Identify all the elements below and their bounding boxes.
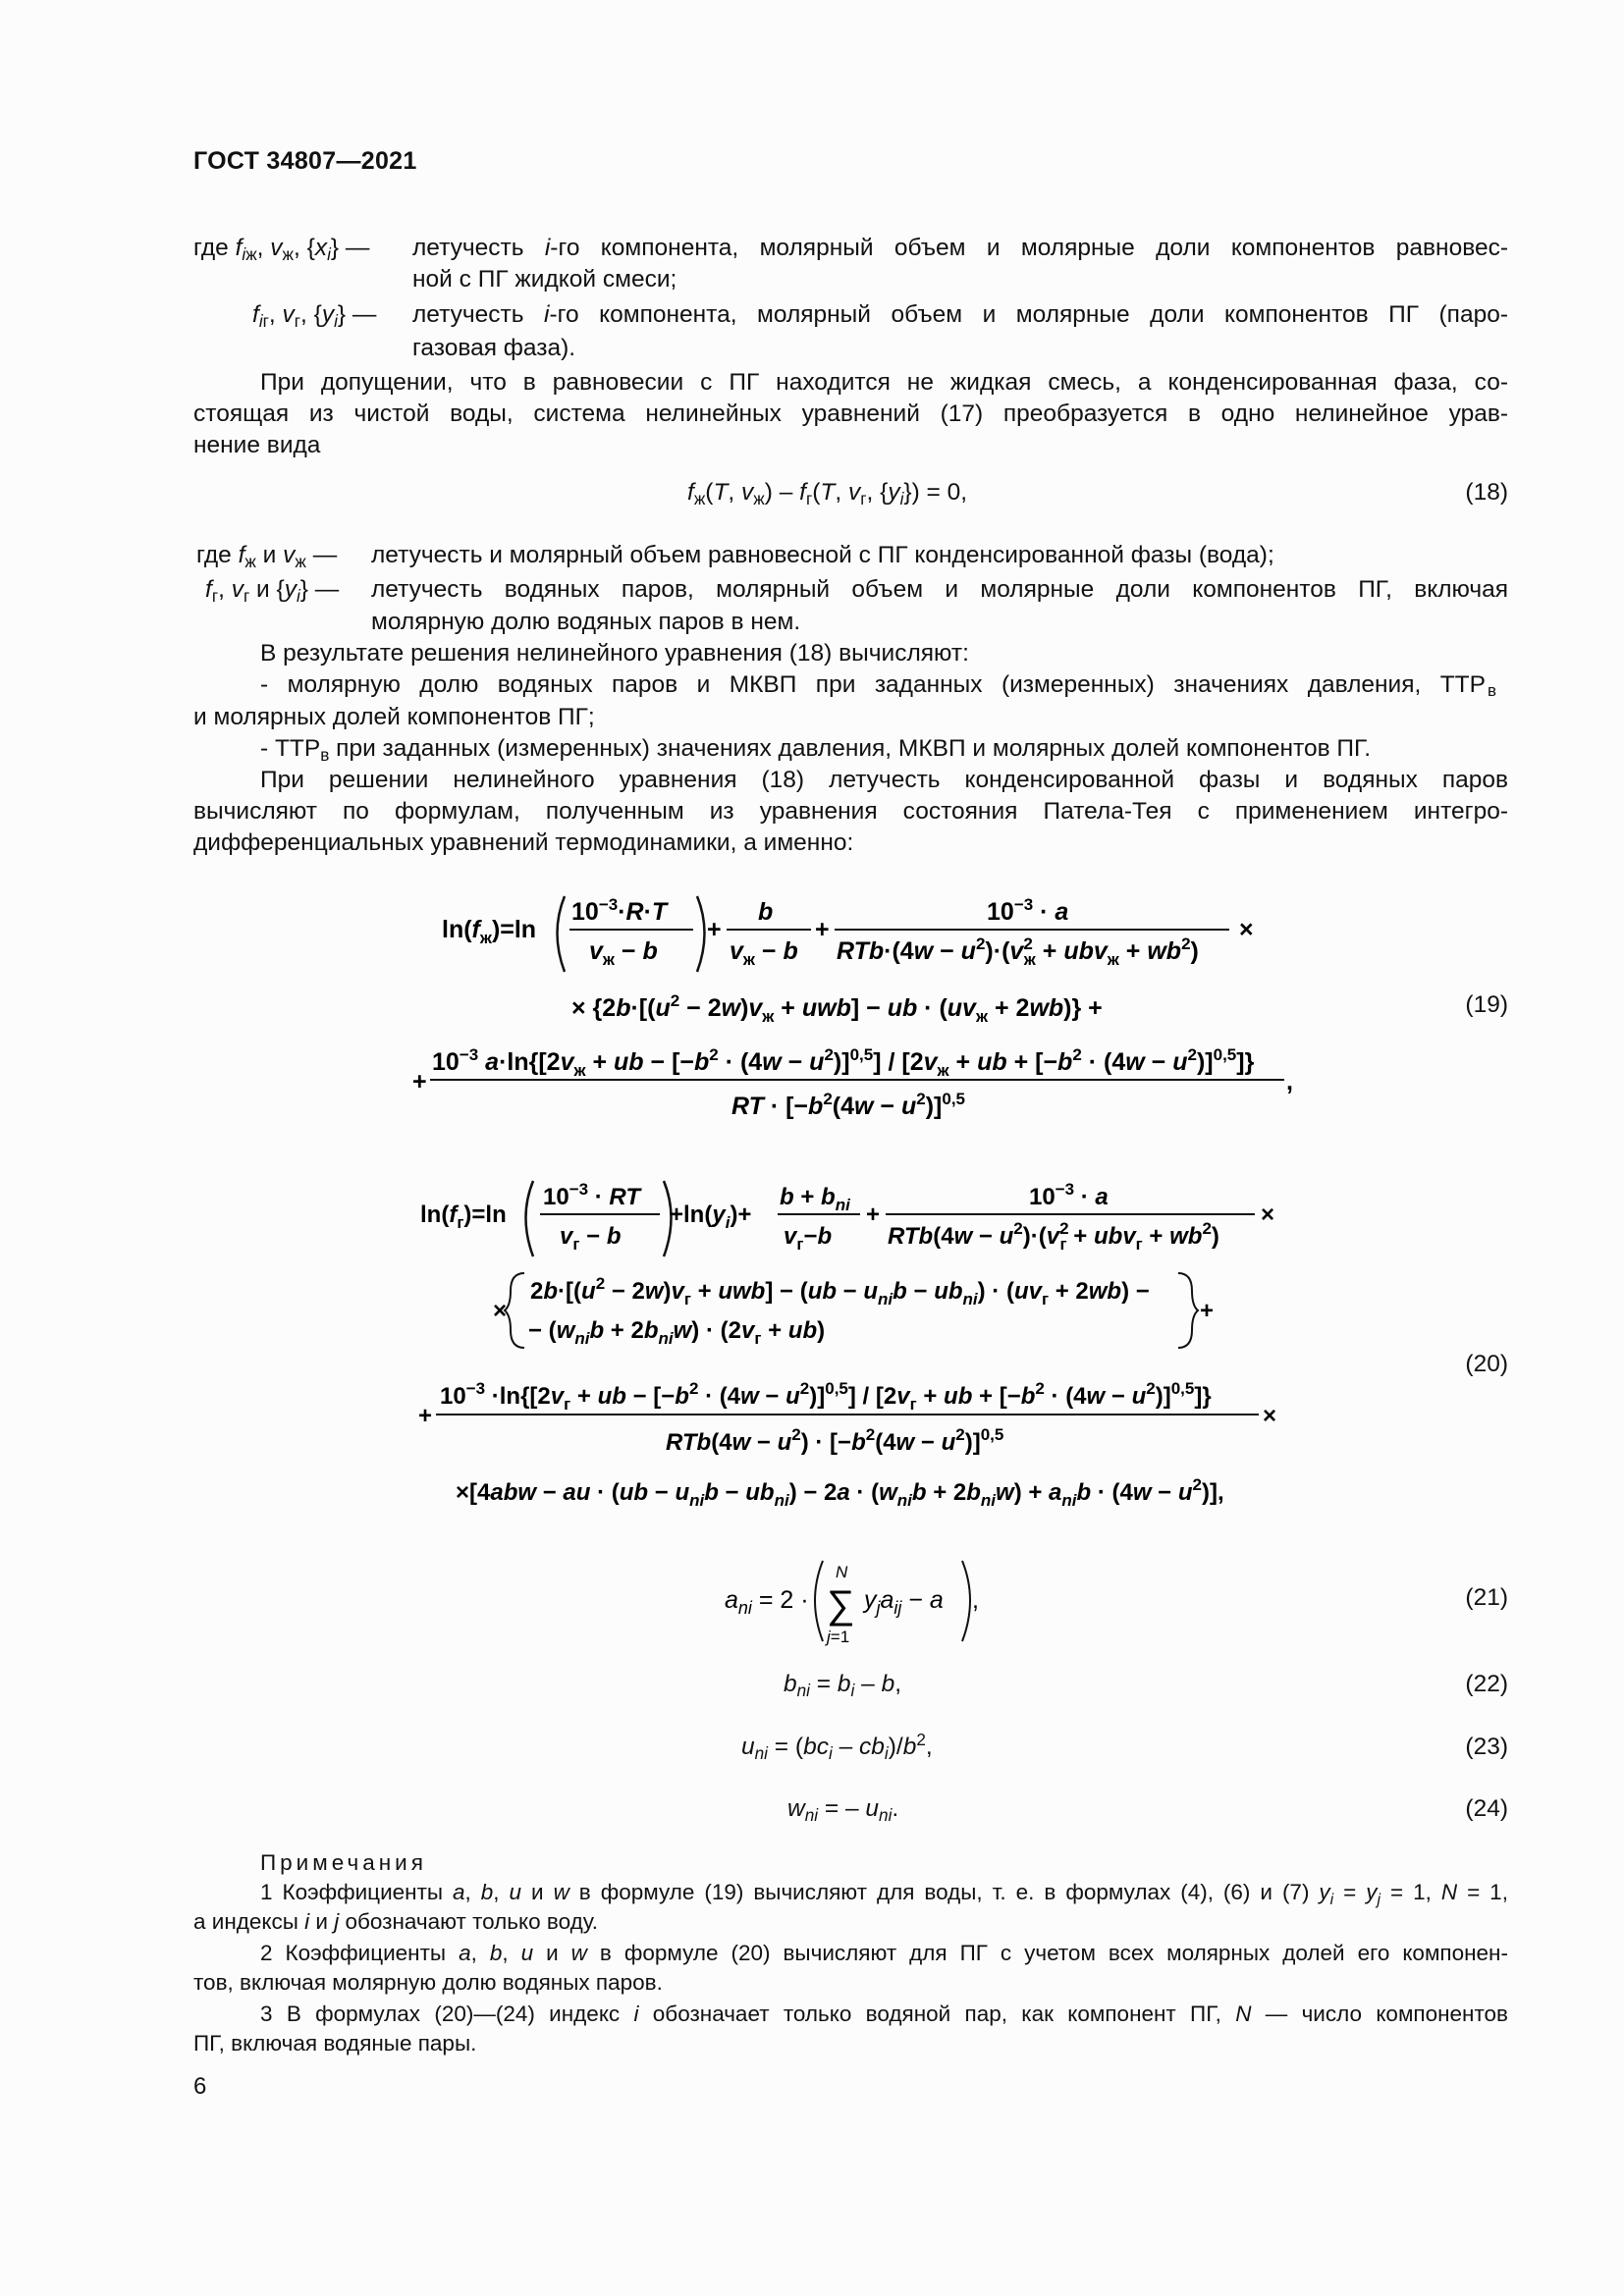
svg-text:2b·[(u2 − 2w)vг + uwb] − (ub −: $2b\cdot[(u^2 - 2w)v_г + uwb] - (ub - u_{ni}b - ub_{ni}) \cdot (uv_г + 2wb)$ − bbox=[530, 1274, 1150, 1308]
svg-text:b + bni: $b + b_{ni}$ bbox=[780, 1184, 850, 1214]
note-1-line1: 1 Коэффициенты a, b, u и w в формуле (19) вычисляют для воды, т. е. в формулах (4), (6) и (7) $y_i = y_j = 1$, N = 1, bbox=[260, 1880, 1508, 1908]
def-4-cont: молярную долю водяных паров в нем. bbox=[371, 609, 801, 635]
def-4-desc: летучесть водяных паров, молярный объем и молярные доли компонентов ПГ, включая bbox=[371, 576, 1508, 603]
svg-text:10−3·R·T: $10^{-3}\cdot R\cdot T$ bbox=[571, 895, 668, 926]
svg-text:ln(fг)=ln: $\ln(f_г)=\ln$ bbox=[420, 1201, 507, 1232]
svg-text:10−3 · RT: $10^{-3}$ · RT bbox=[543, 1180, 640, 1210]
def-2-cont: газовая фаза). bbox=[412, 335, 576, 361]
para1-line1: При допущении, что в равновесии с ПГ находится не жидкая смесь, а конденсированная фаза, со- bbox=[260, 369, 1508, 396]
equation-19-number: (19) bbox=[1465, 991, 1508, 1018]
equation-18-number: (18) bbox=[1465, 479, 1508, 506]
equation-20-number: (20) bbox=[1465, 1351, 1508, 1377]
svg-text:+ln(yi)+: $+\ln(y_i)+$ bbox=[670, 1201, 752, 1232]
svg-text:ln(fж)=ln: $\ln(f_ж)=\ln$ bbox=[442, 916, 537, 947]
svg-text:10−3 a·ln{[2vж + ub − [−b2 · (: $10^{-3}$ $a\cdot\ln\{[2v_ж$ + ub − $[-b^2 \cdot (4w - u^2)]^{0,5}] / [2v_ж$ + ub + $[-b^2 \cdot (4w - u^2)]^{0,5}$]} bbox=[432, 1045, 1255, 1080]
svg-text:+: + bbox=[866, 1201, 881, 1228]
def-3-term: где $f_ж$ и $v_ж$ — bbox=[196, 542, 338, 571]
svg-text:ani = 2 ·: $a_{ni} = 2$ · bbox=[725, 1586, 809, 1618]
note-2-line2: тов, включая молярную долю водяных паров. bbox=[193, 1970, 663, 1995]
svg-text:× {2b·[(u2 − 2w)vж + uwb] − ub: × {$2b\cdot[(u^2 - 2w)v_ж + uwb]$ − ub · $(uv_ж + 2wb)$} + bbox=[571, 991, 1103, 1026]
svg-text:,: , bbox=[1286, 1068, 1293, 1095]
svg-text:vг − b: $v_г - b$ bbox=[560, 1223, 622, 1254]
svg-text:RTb(4w − u2)·(v2г + ubvг + wb2: $RTb(4w - u^2)\cdot(v^2$ $г + ubv_г + wb^2$) bbox=[888, 1219, 1219, 1254]
svg-text:,: , bbox=[972, 1586, 979, 1614]
equation-18: $f_ж(T$, $v_ж) - f_г(T$, $v_г$, $\{y_i\}) = 0$, bbox=[687, 479, 968, 508]
note-3-line1: 3 В формулах (20)—(24) индекс i обозначает только водяной пар, как компонент ПГ, N — число компонентов bbox=[260, 2002, 1508, 2026]
svg-text:+: + bbox=[412, 1068, 427, 1095]
equation-22-number: (22) bbox=[1465, 1671, 1508, 1697]
svg-text:10−3 · a: $10^{-3} \cdot a$ bbox=[1029, 1180, 1109, 1210]
def-2-term: $f_{iг}$, $v_г$, $\{y_i\}$ — bbox=[252, 301, 377, 331]
equation-21-number: (21) bbox=[1465, 1584, 1508, 1611]
equation-23: $u_{ni} = (bc_i - cb_i)/b^2$, bbox=[741, 1730, 933, 1763]
def-1-term: где $f_{iж}$, $v_ж$, $\{x_i\}$ — bbox=[193, 235, 370, 264]
def-1-desc: летучесть i-го компонента, молярный объем и молярные доли компонентов равновес- bbox=[412, 235, 1508, 261]
svg-text:yjaij − a: $y_ja_{ij} - a$ bbox=[864, 1586, 944, 1618]
para2-line2a: - молярную долю водяных паров и МКВП при заданных (измеренных) значениях давления, ТТР bbox=[260, 671, 1486, 698]
equation-20 bbox=[403, 1163, 1316, 1536]
para3-line3: дифференциальных уравнений термодинамики, а именно: bbox=[193, 829, 854, 856]
svg-text:×: × bbox=[1261, 1201, 1275, 1228]
svg-text:10−3 ·ln{[2vг + ub − [−b2 · (4: $10^{-3} \cdot\ln\{[2v_г$ + ub − $[-b^2 \cdot (4w - u^2)]^{0,5}] / [2v_г$ + ub + $[-b^2 \cdot (4w - u^2)]^{0,5}$]} bbox=[440, 1379, 1212, 1414]
page-number: 6 bbox=[193, 2073, 207, 2100]
para2-line3: - $ТТР_в$ при заданных (измеренных) значениях давления, МКВП и молярных долей компонентов ПГ. bbox=[260, 735, 1372, 765]
svg-text:+: + bbox=[1200, 1298, 1215, 1324]
para1-line3: нение вида bbox=[193, 432, 321, 458]
def-4-term: $f_г$, $v_г$ и $\{y_i\}$ — bbox=[205, 576, 340, 606]
equation-24-number: (24) bbox=[1465, 1795, 1508, 1822]
svg-text:×: × bbox=[1263, 1403, 1277, 1429]
svg-text:+: + bbox=[707, 916, 722, 943]
svg-text:RTb·(4w − u2)·(v2ж + ubvж + wb: $RTb\cdot(4w - u^2)\cdot(v^2$ $ж + ubv_ж + wb^2$) bbox=[837, 934, 1199, 969]
para2-line2b: и молярных долей компонентов ПГ; bbox=[193, 704, 595, 730]
svg-text:vг−b: $v_г-b$ bbox=[784, 1223, 833, 1254]
svg-text:×[4abw − au · (ub − unib − ubn: ×[4abw − au · $(ub - u_{ni}b - ub_{ni}) - 2a \cdot (w_{ni}b + 2b_{ni}w) + a_{ni}b \cdot (4w - u^2)$], bbox=[456, 1475, 1224, 1510]
svg-text:×: × bbox=[1239, 916, 1254, 943]
svg-text:10−3 · a: $10^{-3} \cdot a$ bbox=[987, 895, 1069, 926]
note-2-line1: 2 Коэффициенты a, b, u и w в формуле (20) вычисляют для ПГ с учетом всех молярных долей его компонен- bbox=[260, 1941, 1508, 1965]
document-header: ГОСТ 34807—2021 bbox=[193, 147, 417, 175]
notes-title: Примечания bbox=[260, 1850, 427, 1875]
equation-22: $b_{ni} = b_i - b$, bbox=[784, 1671, 902, 1700]
svg-text:b: b bbox=[758, 898, 774, 926]
para3-line2: вычисляют по формулам, полученным из уравнения состояния Патела-Тея с применением интегро- bbox=[193, 798, 1508, 825]
svg-text:RTb(4w − u2) · [−b2(4w − u2)]0: $RTb(4w - u^2) \cdot [-b^2(4w - u^2)]^{0,5}$ bbox=[666, 1425, 1004, 1456]
para2-line1: В результате решения нелинейного уравнения (18) вычисляют: bbox=[260, 640, 969, 667]
para2-sub-v: в bbox=[1488, 681, 1497, 700]
svg-text:+: + bbox=[418, 1403, 433, 1429]
svg-text:− (wnib + 2bniw) · (2vг + ub): − $(w_{ni}b + 2b_{ni}w) \cdot (2v_г + ub)$ bbox=[528, 1317, 826, 1348]
para3-line1: При решении нелинейного уравнения (18) летучесть конденсированной фазы и водяных паров bbox=[260, 767, 1508, 793]
svg-text:+: + bbox=[815, 916, 830, 943]
svg-text:vж − b: $v_ж - b$ bbox=[730, 937, 798, 969]
equation-24: $w_{ni}$ = – $u_{ni}$. bbox=[787, 1795, 899, 1825]
svg-text:×: × bbox=[493, 1298, 508, 1324]
def-3-desc: летучесть и молярный объем равновесной с ПГ конденсированной фазы (вода); bbox=[371, 542, 1274, 568]
def-2-desc: летучесть i-го компонента, молярный объем и молярные доли компонентов ПГ (паро- bbox=[412, 301, 1508, 328]
para1-line2: стоящая из чистой воды, система нелинейных уравнений (17) преобразуется в одно нелинейное урав- bbox=[193, 400, 1508, 427]
svg-text:∑: ∑ bbox=[827, 1583, 855, 1627]
note-3-line2: ПГ, включая водяные пары. bbox=[193, 2031, 477, 2056]
note-1-line2: а индексы i и j обозначают только воду. bbox=[193, 1909, 598, 1934]
equation-19 bbox=[403, 879, 1316, 1139]
svg-text:N: N bbox=[836, 1563, 848, 1581]
svg-text:j=1: j=1 bbox=[827, 1628, 850, 1646]
svg-text:vж − b: $v_ж - b$ bbox=[589, 937, 658, 969]
def-1-cont: ной с ПГ жидкой смеси; bbox=[412, 266, 677, 293]
equation-23-number: (23) bbox=[1465, 1734, 1508, 1760]
equation-21 bbox=[717, 1551, 1011, 1654]
svg-text:RT · [−b2(4w − u2)]0,5: RT · $[-b^2(4w - u^2)]^{0,5}$ bbox=[731, 1090, 966, 1120]
